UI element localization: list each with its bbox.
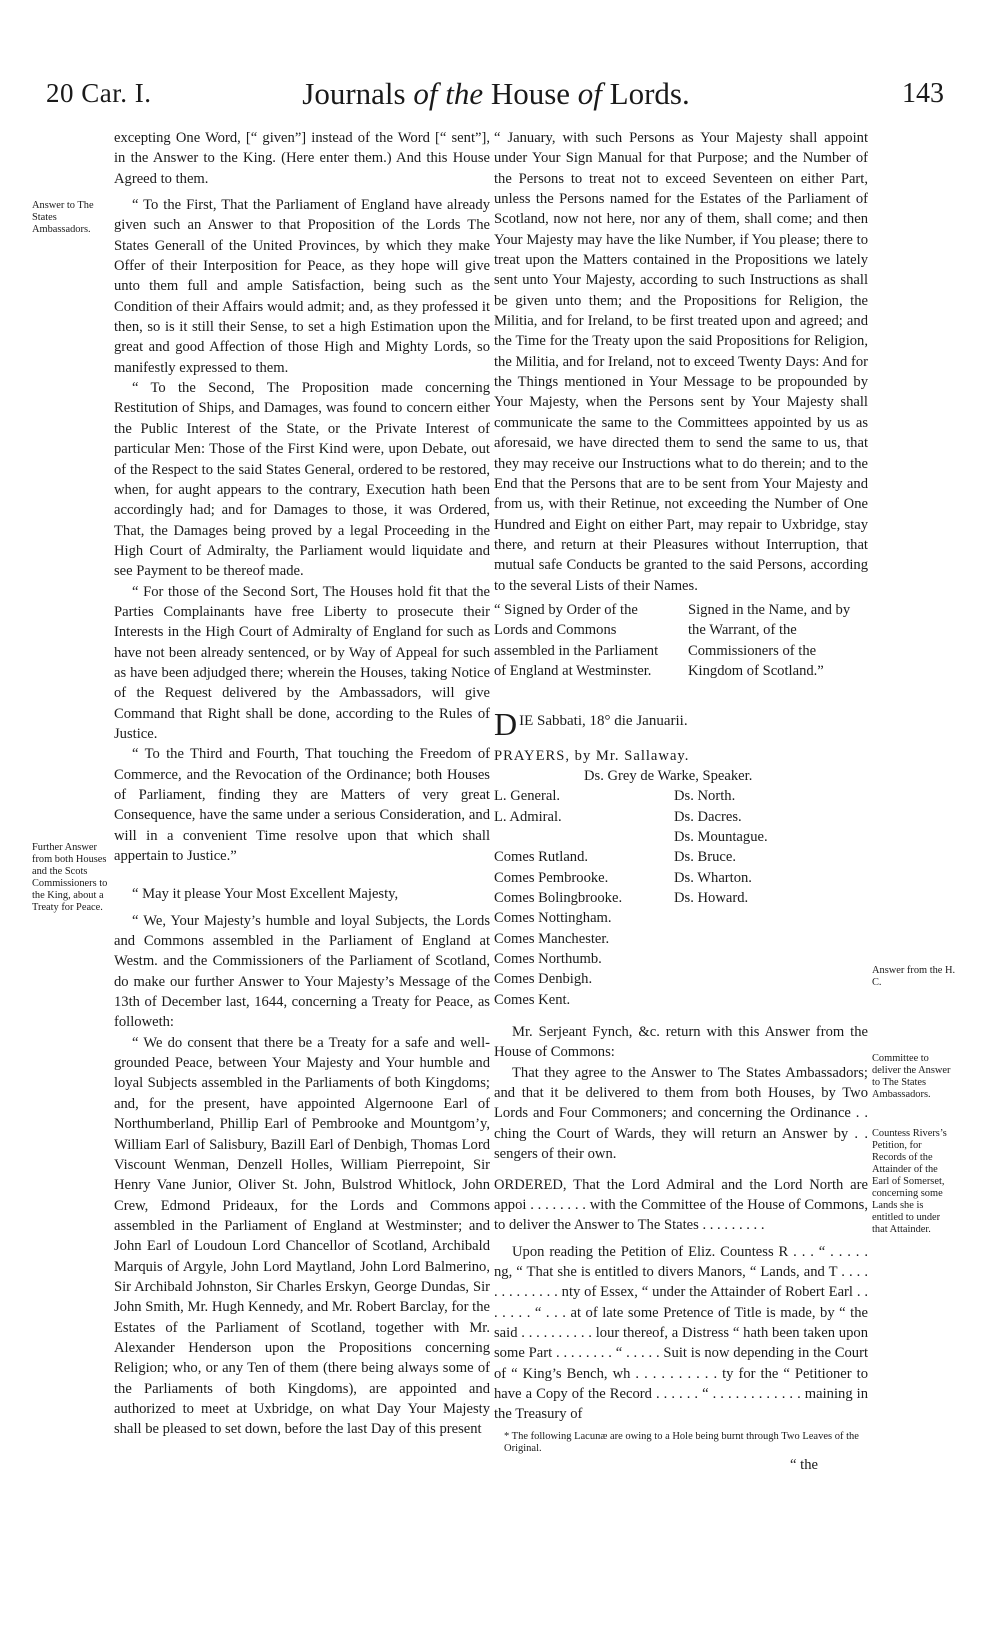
paragraph: “ May it please Your Most Excellent Majesty, xyxy=(132,886,399,903)
left-column xyxy=(114,128,490,1440)
title-word: of xyxy=(413,76,438,111)
attendee-name: Ds. North. xyxy=(674,788,736,805)
attendee-name: Comes Pembrooke. xyxy=(494,869,609,886)
attendee-name: Ds. Bruce. xyxy=(674,849,737,866)
margin-note-further-answer: Further Answer from both Houses and the Scots Commissioners to the King, about a Treaty for Peace. xyxy=(32,842,108,913)
attendee-name: Comes Kent. xyxy=(494,991,571,1008)
regnal-year: 20 Car. I. xyxy=(46,78,152,108)
paragraph: “ January, with such Persons as Your Majesty shall appoint under Your Sign Manual for that Purpose; and the Number of the Persons to treat not to exceed Seventeen on either Part, unless the Persons named for the Estates of the Parliament of Scotland, now not here, nor any of them, shall come; and then Your Majesty may have the like Number, if You please; there to treat upon the Matters contained in the Propositions we lately sent unto Your Majesty, according to such Instructions as shall be given unto them; and the Propositions for Religion, the Militia, and for Ireland, to be first treated upon and agreed; and the Time for the Treaty upon the said Propositions for Religion, the Militia, and for Ireland, not to exceed Twenty Days: And for the Things mentioned in Your Message to be propounded by Your Majesty, when the Persons sent by Your Majesty shall communicate the same to the Committees appointed by us as aforesaid, we have directed them to send the same to us, that they may receive our Instructions what to do therein; and to the End that the Persons that are to be sent from Your Majesty and from us, with their Retinue, not exceeding the Number of One Hundred and Eight on either Part, may repair to Uxbridge, stay there, and return at their Pleasures without Interruption, that mutual safe Conducts be granted to the said Persons, according to the several Lists of their Names. xyxy=(494,130,868,594)
attendee-name: Ds. Wharton. xyxy=(674,869,752,886)
paragraph: “ We, Your Majesty’s humble and loyal Subjects, the Lords and Commons assembled in the Parliament of England at Westm. and the Commissioners of the Parliament of Scotland, do make our further Answer to Your Majesty’s Message of the 13th of December last, 1644, concerning a Treaty for Peace, as followeth: xyxy=(114,912,490,1031)
attendee-name xyxy=(494,827,674,847)
title-word: House xyxy=(490,76,571,111)
paragraph: Upon reading the Petition of Eliz. Countess R . . . “ . . . . . ng, “ That she is entitled to divers Manors, “ Lands, and T . . . . . . . . . . . . . nty of Essex, “ under the Attainder of Robert Earl . . . . . . . “ . . . at of late some Pretence of Title is made, by “ the said . . . . . . . . . . lour thereof, a Distress “ hath been taken upon some Part . . . . . . . . “ . . . . . Suit is now depending in the Court of “ King’s Bench, wh . . . . . . . . . . ty for the “ Petitioner to have a Copy of the Record . . . . . . “ . . . . . . . . . . . . maining in the Treasury of xyxy=(494,1243,868,1423)
title-word: Lords. xyxy=(609,76,690,111)
signature-lords: “ Signed by Order of the Lords and Commons assembled in the Parliament of England at Westminster. xyxy=(494,601,659,679)
attendee-name: L. Admiral. xyxy=(494,808,562,825)
date-text: IE Sabbati, 18° die Januarii. xyxy=(519,713,688,730)
margin-note-committee: Committee to deliver the Answer to The States Ambassadors. xyxy=(872,1053,951,1100)
prayers-line: PRAYERS, by Mr. Sallaway. xyxy=(494,747,690,764)
page-header xyxy=(0,78,992,122)
paragraph: “ To the First, That the Parliament of England have already given such an Answer to that Proposition of the Lords The States Generall of the United Provinces, by which they make Offer of their Interposition for Peace, as they hope will give unto them full and ample Satisfaction, being such as the Condition of their Affairs would admit; and, as they professed it then, so is it still their Sense, to set a high Estimation upon the great and good Affection of those High and Mighty Lords, so manifestly expressed to them. xyxy=(114,197,490,376)
attendee-name: Comes Nottingham. xyxy=(494,910,612,927)
drop-cap: D xyxy=(494,706,518,743)
paragraph: “ To the Second, The Proposition made concerning Restitution of Ships, and Damages, was found to concern either the Public Interest of the State, or the Private Interest of particular Men: Those of the First Kind were, upon Debate, out of the Respect to the said States General, ordered to be restored, when, for aught appears to the contrary, Execution hath been accordingly had; and for Damages to those, it was Ordered, That, the Damages being proved by a legal Proceeding in the High Court of Admiralty, the Parliament would liquidate and see Payment to be thereof made. xyxy=(114,380,490,580)
attendee-name: Comes Rutland. xyxy=(494,849,589,866)
page-number: 143 xyxy=(902,78,944,109)
attendee-name: Ds. Howard. xyxy=(674,890,749,907)
attendance-list xyxy=(494,786,868,1010)
attendee-name: Ds. Mountague. xyxy=(674,829,768,845)
title-word: of xyxy=(577,76,602,111)
signature-scots: Signed in the Name, and by the Warrant, of the Commissioners of the Kingdom of Scotland.” xyxy=(688,601,851,679)
paragraph: “ To the Third and Fourth, That touching the Freedom of Commerce, and the Revocation of the Ordinance; both Houses of Parliament, finding they are Matters of very great Consequence, have the same under a serious Consideration, and will in a convenient Time resolve upon that which shall appertain to Justice.” xyxy=(114,746,490,865)
title-word: the xyxy=(445,76,484,111)
running-title xyxy=(0,76,992,112)
session-date xyxy=(494,706,868,743)
paragraph: “ For those of the Second Sort, The Houses hold fit that the Parties Complainants have free Liberty to prosecute their Interests in the High Court of Admiralty of England for such as have not been already sentenced, or by Way of Appeal for such as have been adjudged there; wherein the Houses, taking Notice of the Request delivered by the Ambassadors, will give Command that Right shall be done, according to the Rules of Justice. xyxy=(114,583,490,742)
speaker-line: Ds. Grey de Warke, Speaker. xyxy=(584,767,753,784)
footnote: * The following Lacunæ are owing to a Hole being burnt through Two Leaves of the Original. xyxy=(504,1430,859,1454)
attendee-name: L. General. xyxy=(494,788,561,805)
margin-note-ambassadors: Answer to The States Ambassadors. xyxy=(32,200,94,235)
paragraph: That they agree to the Answer to The States Ambassadors; and that it be delivered to them from both Houses, by Two Lords and Four Commoners; and concerning the Ordinance . . ching the Court of Wards, they will return an Answer by . . sengers of their own. xyxy=(494,1064,868,1163)
attendee-name: Comes Bolingbrooke. xyxy=(494,890,623,907)
catchword: “ the xyxy=(790,1456,818,1473)
right-column xyxy=(494,128,868,1475)
attendee-name: Ds. Dacres. xyxy=(674,808,742,825)
margin-note-answer-hc: Answer from the H. C. xyxy=(872,965,956,988)
attendees-left xyxy=(494,786,674,1010)
paragraph: ORDERED, That the Lord Admiral and the Lord North are appoi . . . . . . . . with the Committee of the House of Commons, to deliver the Answer to The States . . . . . . . . . xyxy=(494,1176,868,1234)
paragraph: Mr. Serjeant Fynch, &c. return with this Answer from the House of Commons: xyxy=(494,1024,868,1061)
attendee-name: Comes Northumb. xyxy=(494,951,602,968)
paragraph: excepting One Word, [“ given”] instead of the Word [“ sent”], in the Answer to the King. (Here enter them.) And this House Agreed to them. xyxy=(114,130,490,187)
title-word: Journals xyxy=(302,76,406,111)
attendees-right xyxy=(674,786,854,1010)
signatures xyxy=(494,600,868,681)
attendee-name: Comes Denbigh. xyxy=(494,971,593,988)
margin-note-countess: Countess Rivers’s Petition, for Records of the Attainder of the Earl of Somerset, concerning some Lands she is entitled to under that Attainder. xyxy=(872,1128,947,1235)
attendee-name: Comes Manchester. xyxy=(494,930,610,947)
paragraph: “ We do consent that there be a Treaty for a safe and well-grounded Peace, between Your Majesty and Your humble and loyal Subjects assembled in the Parliaments of both Kingdoms; and, for the present, have appointed Algernoone Earl of Northumberland, Phillip Earl of Pembrooke and Mountgom’y, William Earl of Salisbury, Bazill Earl of Denbigh, Thomas Lord Viscount Wenman, Denzell Holles, William Pierrepoint, Sir Henry Vane Junior, Oliver St. John, Bulstrod Whitlock, John Crew, Edmond Prideaux, for the Lords and Commons assembled in the Parliament of England at Westminster; and John Earl of Loudoun Lord Chancellor of Scotland, Archibald Marquis of Argyle, John Lord Maytland, John Lord Balmerino, Sir Archibald Johnston, Sir Charles Erskyn, George Dundas, Sir John Smith, Mr. Hugh Kennedy, and Mr. Robert Barclay, for the Estates of the Parliament of Scotland, together with Mr. Alexander Henderson upon the Propositions concerning Religion; who, or any Ten of them (there being always some of the Parliaments of both Kingdoms), are appointed and authorized to meet at Uxbridge, on what Day Your Majesty shall be pleased to set down, before the last Day of this present xyxy=(114,1034,490,1438)
